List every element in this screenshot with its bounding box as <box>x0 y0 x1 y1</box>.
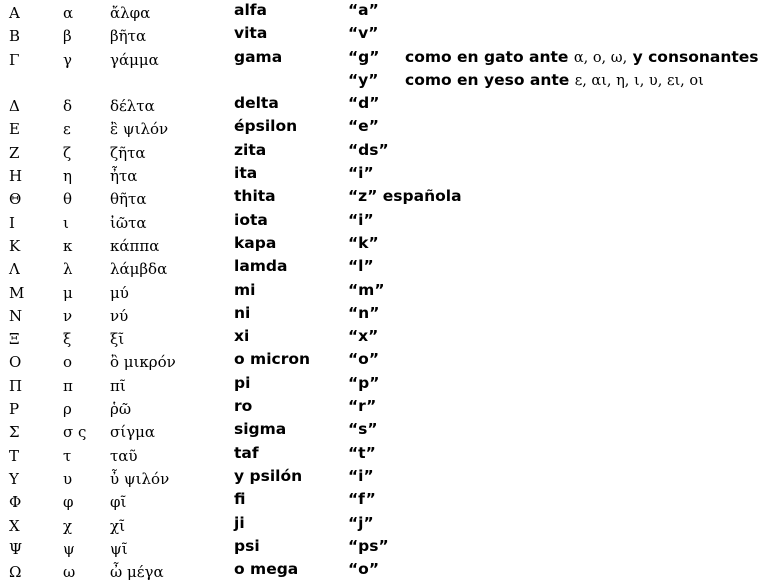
uppercase-letter: Λ <box>9 260 20 279</box>
uppercase-letter: Κ <box>9 236 21 255</box>
spanish-letter-name: ni <box>234 303 251 322</box>
lowercase-letter: ο <box>63 353 73 372</box>
lowercase-letter: π <box>63 376 73 395</box>
greek-letter-name: βῆτα <box>110 27 147 46</box>
lowercase-letter: χ <box>63 516 73 535</box>
note-greek-letters: α, ο, ω, <box>573 49 628 66</box>
pronunciation: “p” <box>348 373 380 392</box>
pronunciation: “f” <box>348 490 376 509</box>
alphabet-row <box>0 443 769 466</box>
greek-letter-name: θῆτα <box>110 190 147 209</box>
greek-letter-name: σίγμα <box>110 423 155 442</box>
note-greek-letters: ε, αι, η, ι, υ, ει, οι <box>574 72 704 89</box>
pronunciation: “i” <box>348 466 374 485</box>
greek-letter-name: ἦτα <box>110 167 138 186</box>
greek-letter-name: ῥῶ <box>110 400 132 419</box>
lowercase-letter: β <box>63 27 72 46</box>
greek-letter-name: λάμβδα <box>110 260 168 279</box>
alphabet-row <box>0 489 769 512</box>
spanish-letter-name: delta <box>234 94 279 113</box>
lowercase-letter: σ ς <box>63 423 87 442</box>
spanish-letter-name: thita <box>234 187 276 206</box>
pronunciation: “t” <box>348 443 376 462</box>
uppercase-letter: Δ <box>9 97 20 116</box>
pronunciation: “g” <box>348 47 380 66</box>
spanish-letter-name: alfa <box>234 1 267 19</box>
spanish-letter-name: vita <box>234 24 268 43</box>
pronunciation: “m” <box>348 280 385 299</box>
alphabet-row <box>0 280 769 303</box>
uppercase-letter: Ξ <box>9 330 20 349</box>
alphabet-row <box>0 419 769 442</box>
uppercase-letter: Σ <box>9 423 20 442</box>
uppercase-letter: Υ <box>9 469 19 488</box>
spanish-letter-name: taf <box>234 443 259 462</box>
spanish-letter-name: ji <box>234 513 245 532</box>
spanish-letter-name: o micron <box>234 350 311 369</box>
pronunciation: “o” <box>348 560 380 579</box>
uppercase-letter: Ψ <box>9 539 23 558</box>
lowercase-letter: ζ <box>63 143 72 162</box>
pronunciation: “i” <box>348 210 374 229</box>
uppercase-letter: Ι <box>9 213 15 232</box>
pronunciation: “d” <box>348 94 380 113</box>
lowercase-letter: γ <box>63 50 72 69</box>
alphabet-row <box>0 140 769 163</box>
greek-letter-name: ἰῶτα <box>110 213 147 232</box>
lowercase-letter: μ <box>63 283 73 302</box>
lowercase-letter: ξ <box>63 330 72 349</box>
lowercase-letter: ω <box>63 563 76 582</box>
pronunciation: “k” <box>348 233 379 252</box>
lowercase-letter: ν <box>63 306 73 325</box>
lowercase-letter: ρ <box>63 400 72 419</box>
uppercase-letter: Χ <box>9 516 20 535</box>
pronunciation: “y” <box>348 70 379 89</box>
uppercase-letter: Ω <box>9 563 22 582</box>
greek-letter-name: κάππα <box>110 236 160 255</box>
alphabet-row <box>0 559 769 582</box>
greek-letter-name: πῖ <box>110 376 126 395</box>
spanish-letter-name: psi <box>234 536 260 555</box>
pronunciation: “a” <box>348 1 379 19</box>
spanish-letter-name: mi <box>234 280 256 299</box>
alphabet-row <box>0 93 769 116</box>
alphabet-row <box>0 47 769 70</box>
uppercase-letter: Α <box>9 4 20 22</box>
spanish-letter-name: épsilon <box>234 117 298 136</box>
greek-letter-name: ὖ ψιλόν <box>110 469 170 488</box>
lowercase-letter: λ <box>63 260 73 279</box>
alphabet-row <box>0 233 769 256</box>
greek-letter-name: γάμμα <box>110 50 159 69</box>
pronunciation: “z” española <box>348 187 462 206</box>
uppercase-letter: Μ <box>9 283 25 302</box>
pronunciation: “i” <box>348 164 374 183</box>
spanish-letter-name: sigma <box>234 420 287 439</box>
alphabet-row <box>0 186 769 209</box>
pronunciation: “r” <box>348 397 377 416</box>
alphabet-row <box>0 0 769 23</box>
alphabet-row <box>0 70 769 93</box>
note-text: como en gato ante <box>405 47 574 66</box>
alphabet-row <box>0 256 769 279</box>
lowercase-letter: θ <box>63 190 73 209</box>
spanish-letter-name: ro <box>234 397 253 416</box>
greek-letter-name: ταῦ <box>110 446 138 465</box>
lowercase-letter: κ <box>63 236 73 255</box>
spanish-letter-name: pi <box>234 373 251 392</box>
lowercase-letter: ε <box>63 120 71 139</box>
pronunciation: “l” <box>348 257 374 276</box>
pronunciation: “ds” <box>348 140 389 159</box>
pronunciation: “e” <box>348 117 379 136</box>
spanish-letter-name: ita <box>234 164 258 183</box>
greek-letter-name: χῖ <box>110 516 125 535</box>
spanish-letter-name: iota <box>234 210 268 229</box>
pronunciation: “j” <box>348 513 374 532</box>
alphabet-row <box>0 116 769 139</box>
alphabet-row <box>0 396 769 419</box>
lowercase-letter: η <box>63 167 72 186</box>
alphabet-row <box>0 466 769 489</box>
spanish-letter-name: lamda <box>234 257 288 276</box>
lowercase-letter: τ <box>63 446 72 465</box>
greek-letter-name: ὦ μέγα <box>110 563 164 582</box>
alphabet-row <box>0 513 769 536</box>
greek-letter-name: ζῆτα <box>110 143 146 162</box>
uppercase-letter: Ο <box>9 353 22 372</box>
lowercase-letter: υ <box>63 469 73 488</box>
pronunciation: “v” <box>348 24 379 43</box>
alphabet-row <box>0 373 769 396</box>
spanish-letter-name: gama <box>234 47 283 66</box>
alphabet-row <box>0 349 769 372</box>
lowercase-letter: δ <box>63 97 73 116</box>
spanish-letter-name: kapa <box>234 233 277 252</box>
spanish-letter-name: y psilón <box>234 466 303 485</box>
uppercase-letter: Ρ <box>9 400 20 419</box>
greek-letter-name: ἄλφα <box>110 4 151 22</box>
uppercase-letter: Γ <box>9 50 20 69</box>
note-text: como en yeso ante <box>405 70 575 89</box>
greek-letter-name: νύ <box>110 306 129 325</box>
pronunciation: “ps” <box>348 536 389 555</box>
uppercase-letter: Β <box>9 27 21 46</box>
greek-letter-name: μύ <box>110 283 129 302</box>
pronunciation: “o” <box>348 350 380 369</box>
greek-letter-name: ξῖ <box>110 330 125 349</box>
greek-letter-name: φῖ <box>110 493 127 512</box>
greek-letter-name: δέλτα <box>110 97 155 116</box>
alphabet-row <box>0 210 769 233</box>
spanish-letter-name: xi <box>234 327 250 346</box>
uppercase-letter: Φ <box>9 493 22 512</box>
alphabet-row <box>0 303 769 326</box>
greek-letter-name: ψῖ <box>110 539 128 558</box>
pronunciation: “n” <box>348 303 380 322</box>
uppercase-letter: Τ <box>9 446 20 465</box>
alphabet-row <box>0 163 769 186</box>
uppercase-letter: Ζ <box>9 143 20 162</box>
lowercase-letter: ι <box>63 213 69 232</box>
pronunciation: “x” <box>348 327 379 346</box>
pronunciation-note <box>405 47 759 69</box>
greek-letter-name: ὂ μικρόν <box>110 353 176 372</box>
lowercase-letter: ψ <box>63 539 75 558</box>
lowercase-letter: α <box>63 4 74 22</box>
uppercase-letter: Ε <box>9 120 20 139</box>
spanish-letter-name: fi <box>234 490 246 509</box>
pronunciation-note <box>405 70 704 92</box>
alphabet-row <box>0 326 769 349</box>
uppercase-letter: Θ <box>9 190 22 209</box>
alphabet-row <box>0 536 769 559</box>
spanish-letter-name: o mega <box>234 560 299 579</box>
note-text-suffix: y consonantes <box>627 47 759 66</box>
spanish-letter-name: zita <box>234 140 267 159</box>
uppercase-letter: Ν <box>9 306 23 325</box>
pronunciation: “s” <box>348 420 378 439</box>
lowercase-letter: φ <box>63 493 74 512</box>
alphabet-row <box>0 23 769 46</box>
greek-letter-name: ἒ ψιλόν <box>110 120 169 139</box>
uppercase-letter: Η <box>9 167 23 186</box>
uppercase-letter: Π <box>9 376 23 395</box>
